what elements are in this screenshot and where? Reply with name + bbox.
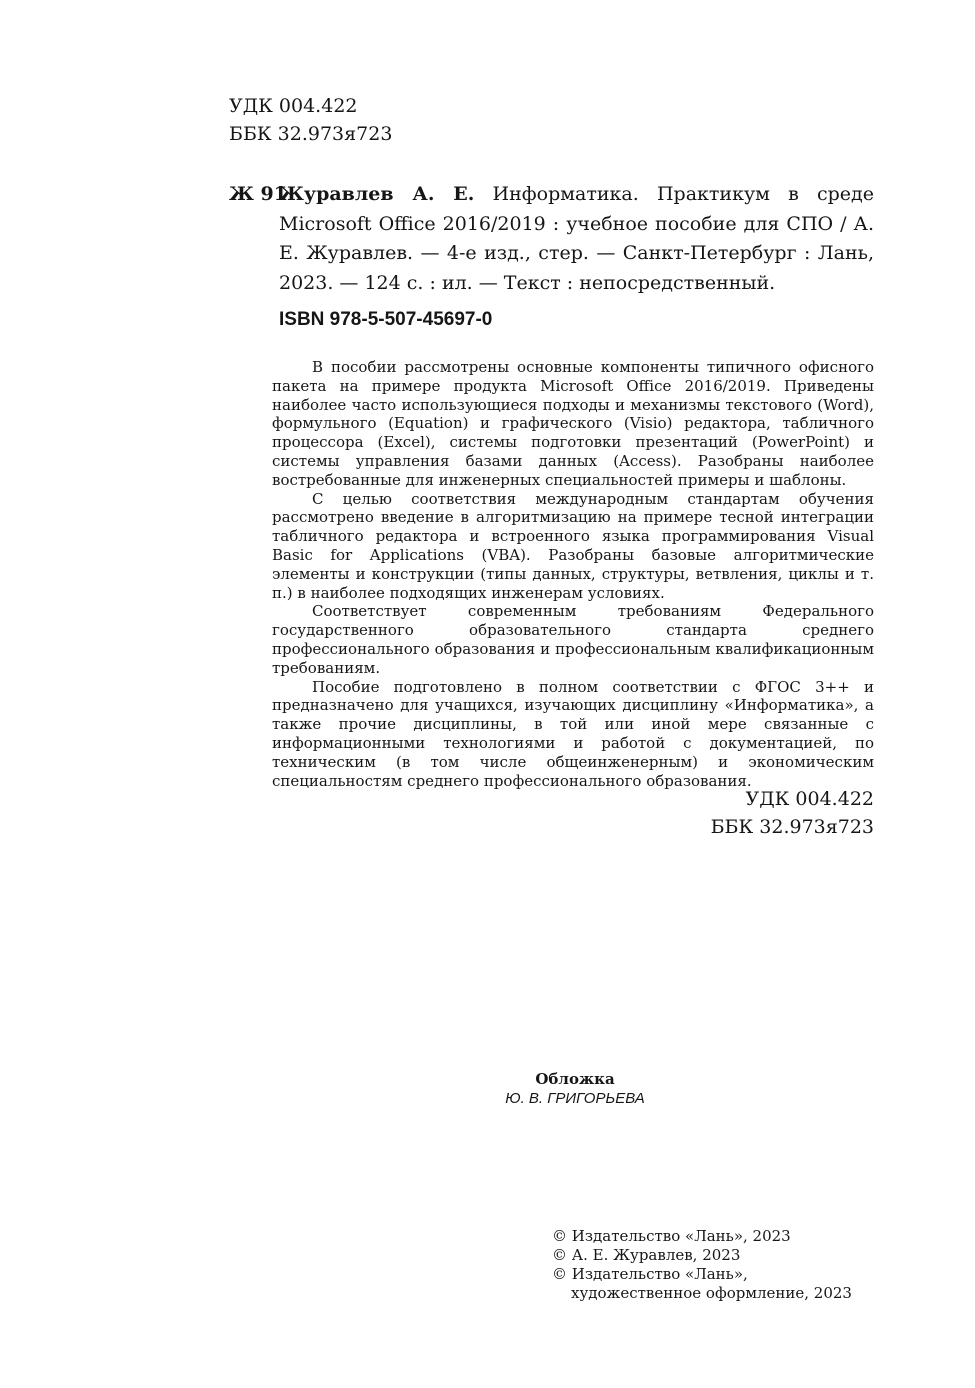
copyright-line: художественное оформление, 2023 xyxy=(571,1284,852,1302)
bibliographic-description xyxy=(279,180,874,298)
udk-code: УДК 004.422 xyxy=(745,788,874,810)
author-sign: Ж 91 xyxy=(229,183,287,205)
author-name: Журавлев А. Е. xyxy=(279,183,475,205)
copyright-line: © Издательство «Лань», xyxy=(552,1265,748,1283)
copyright-line: © А. Е. Журавлев, 2023 xyxy=(552,1246,741,1264)
bbk-code: ББК 32.973я723 xyxy=(229,123,393,145)
abstract-paragraph: С целью соответствия международным стандартам обучения рассмотрено введение в алгоритмизацию на примере тесной интеграции табличного редактора и встроенного языка программирования Visual Basic for Applications (VBA). Разобраны базовые алгоритмические элементы и конструкции (типы данных, структуры, ветвления, циклы и т. п.) в наиболее подходящих инженерам условиях. xyxy=(272,489,874,602)
bbk-code: ББК 32.973я723 xyxy=(710,816,874,838)
cover-credit xyxy=(450,1070,700,1108)
isbn: ISBN 978-5-507-45697-0 xyxy=(279,309,493,330)
abstract-paragraph: В пособии рассмотрены основные компоненты типичного офисного пакета на примере продукта Microsoft Office 2016/2019. Приведены наиболее часто использующиеся подходы и механизмы текстового (Word), формульного (Equation) и графического (Visio) редактора, табличного процессора (Excel), системы подготовки презентаций (PowerPoint) и системы управления базами данных (Access). Разобраны наиболее востребованные для инженерных специальностей примеры и шаблоны. xyxy=(272,358,874,489)
abstract xyxy=(272,358,874,790)
cover-label: Обложка xyxy=(535,1070,615,1088)
bibliographic-entry xyxy=(229,180,874,298)
udk-block-bottom xyxy=(620,785,874,841)
description-text: Информатика. Практикум в среде Microsoft Office 2016/2019 : учебное пособие для СПО / А. Е. Журавлев. — 4-е изд., стер. — Санкт-Петербург : Лань, 2023. — 124 с. : ил. — Текст : непосредственный. xyxy=(279,183,874,294)
cover-designer-name: Ю. В. ГРИГОРЬЕВА xyxy=(505,1090,645,1107)
abstract-paragraph: Соответствует современным требованиям Федерального государственного образовательного стандарта среднего профессионального образования и профессиональным квалификационным требованиям. xyxy=(272,602,874,677)
copyright-line: © Издательство «Лань», 2023 xyxy=(552,1227,791,1245)
copyright-block xyxy=(552,1227,852,1303)
udk-block-top xyxy=(229,92,392,148)
udk-code: УДК 004.422 xyxy=(229,95,358,117)
abstract-paragraph: Пособие подготовлено в полном соответствии с ФГОС 3++ и предназначено для учащихся, изучающих дисциплину «Информатика», а также прочие дисциплины, в той или иной мере связанные с информационными технологиями и работой с документацией, по техническим (в том числе общеинженерным) и экономическим специальностям среднего профессионального образования. xyxy=(272,677,874,790)
